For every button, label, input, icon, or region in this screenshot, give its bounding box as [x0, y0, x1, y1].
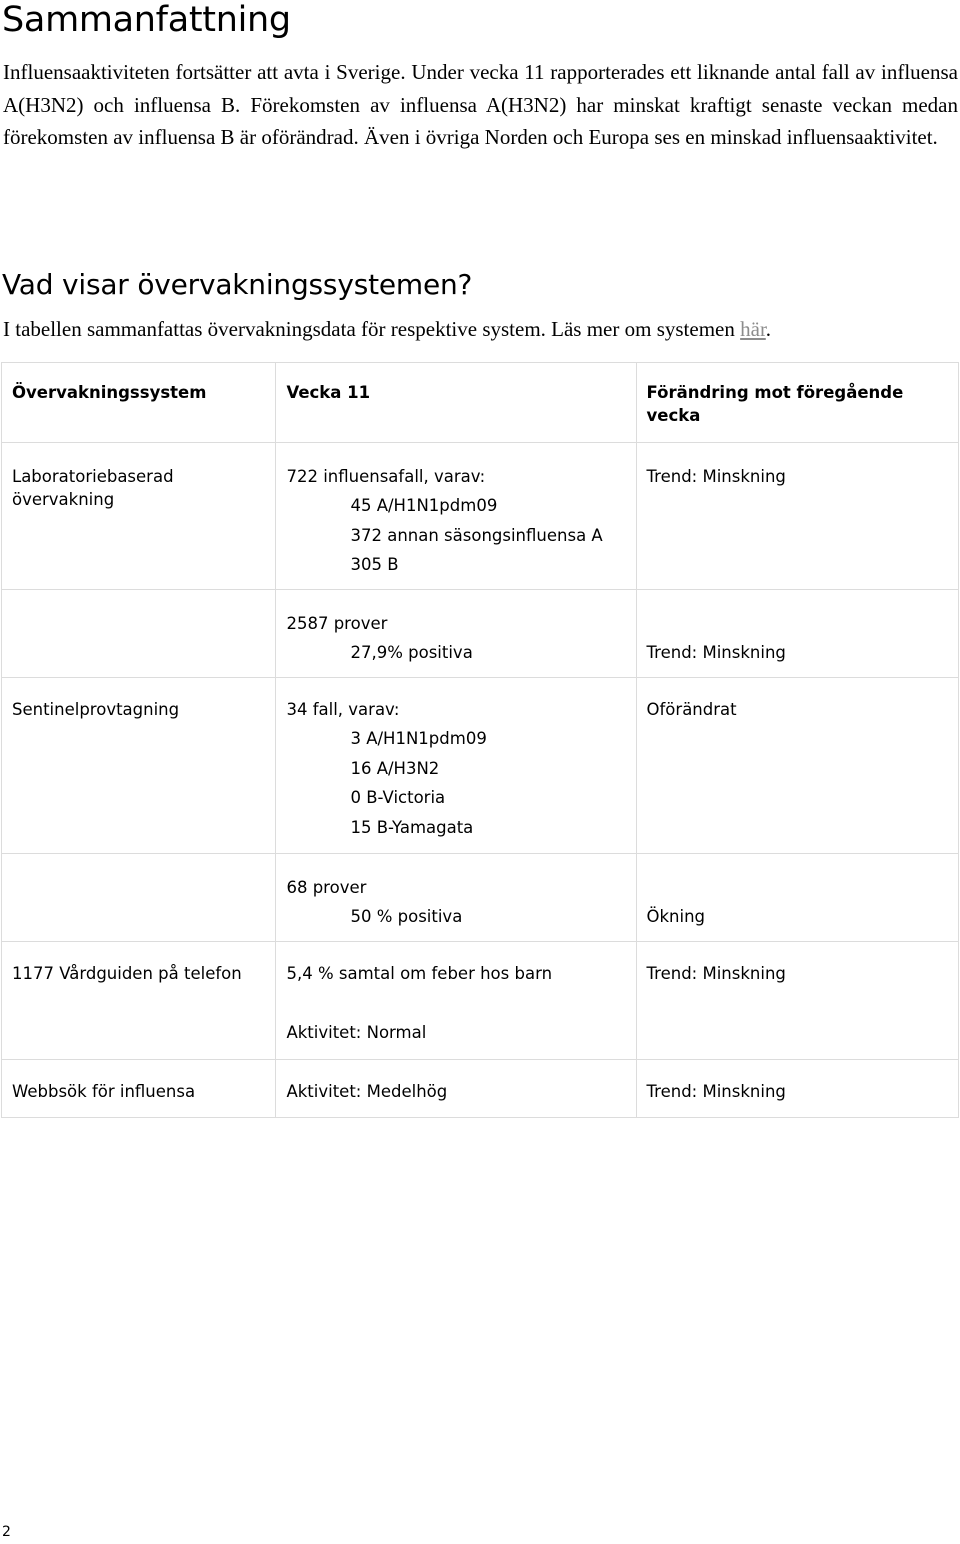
- trend-value: Oförändrat: [646, 700, 737, 719]
- system-name: Sentinelprovtagning: [12, 700, 180, 719]
- table-row: [2, 854, 959, 942]
- activity-level: Aktivitet: Medelhög: [286, 1082, 448, 1101]
- table-row: [2, 678, 959, 854]
- system-cell: [2, 443, 276, 590]
- header-week: Vecka 11: [276, 363, 636, 443]
- week-cell: [276, 1060, 636, 1118]
- week-cell: [276, 942, 636, 1060]
- cases-subtype: 0 B-Victoria: [350, 788, 446, 808]
- system-cell: [2, 942, 276, 1060]
- system-name: 1177 Vårdguiden på telefon: [12, 964, 242, 983]
- trend-value: Trend: Minskning: [646, 467, 786, 486]
- week-cell: [276, 678, 636, 854]
- systems-link[interactable]: här: [740, 317, 766, 341]
- positive-rate: 27,9% positiva: [350, 643, 473, 663]
- table-row: [2, 1060, 959, 1118]
- cases-subtype: 3 A/H1N1pdm09: [350, 729, 487, 749]
- positive-rate: 50 % positiva: [350, 907, 463, 927]
- trend-value: Trend: Minskning: [646, 643, 786, 662]
- page-number: 2: [2, 1524, 11, 1540]
- systems-lead-end: .: [765, 317, 772, 341]
- table-row: [2, 590, 959, 678]
- call-rate: 5,4 % samtal om feber hos barn: [286, 964, 553, 983]
- trend-value: Ökning: [646, 907, 706, 926]
- activity-level: Aktivitet: Normal: [286, 1023, 427, 1042]
- trend-value: Trend: Minskning: [646, 964, 786, 983]
- header-system: Övervakningssystem: [2, 363, 276, 443]
- system-cell: [2, 1060, 276, 1118]
- cases-total: 722 influensafall, varav:: [286, 467, 486, 486]
- summary-heading: Sammanfattning: [2, 0, 291, 40]
- system-name: Laboratoriebaserad övervakning: [12, 467, 174, 509]
- cases-subtype: 45 A/H1N1pdm09: [350, 496, 498, 516]
- samples-count: 2587 prover: [286, 614, 388, 633]
- cases-total: 34 fall, varav:: [286, 700, 400, 719]
- week-cell: [276, 854, 636, 942]
- week-cell: [276, 590, 636, 678]
- cases-subtype: 15 B-Yamagata: [350, 817, 474, 837]
- systems-lead: [3, 313, 771, 345]
- systems-lead-text: I tabellen sammanfattas övervakningsdata för respektive system. Läs mer om systemen: [3, 317, 735, 341]
- system-name: Webbsök för influensa: [12, 1082, 196, 1101]
- system-cell: [2, 590, 276, 678]
- samples-count: 68 prover: [286, 878, 367, 897]
- change-cell: [636, 1060, 958, 1118]
- system-cell: [2, 678, 276, 854]
- monitoring-table: [1, 362, 959, 1118]
- summary-text: Influensaaktiviteten fortsätter att avta i Sverige. Under vecka 11 rapporterades ett liknande antal fall av influensa A(H3N2) och influensa B. Förekomsten av influensa A(H3N2) har minskat kraftigt senaste veckan medan förekomsten av influensa B är oförändrad. Även i övriga Norden och Europa ses en minskad influensaaktivitet.: [3, 60, 958, 149]
- systems-heading: Vad visar övervakningssystemen?: [2, 268, 473, 301]
- change-cell: [636, 942, 958, 1060]
- change-cell: [636, 678, 958, 854]
- week-cell: [276, 443, 636, 590]
- table-header-row: [2, 363, 959, 443]
- cases-subtype: 305 B: [350, 555, 399, 575]
- trend-value: Trend: Minskning: [646, 1082, 786, 1101]
- header-change: Förändring mot föregående vecka: [636, 363, 958, 443]
- change-cell: [636, 854, 958, 942]
- table-row: [2, 942, 959, 1060]
- table-row: [2, 443, 959, 590]
- system-cell: [2, 854, 276, 942]
- cases-subtype: 16 A/H3N2: [350, 758, 440, 778]
- change-cell: [636, 443, 958, 590]
- change-cell: [636, 590, 958, 678]
- cases-subtype: 372 annan säsongsinfluensa A: [350, 525, 603, 545]
